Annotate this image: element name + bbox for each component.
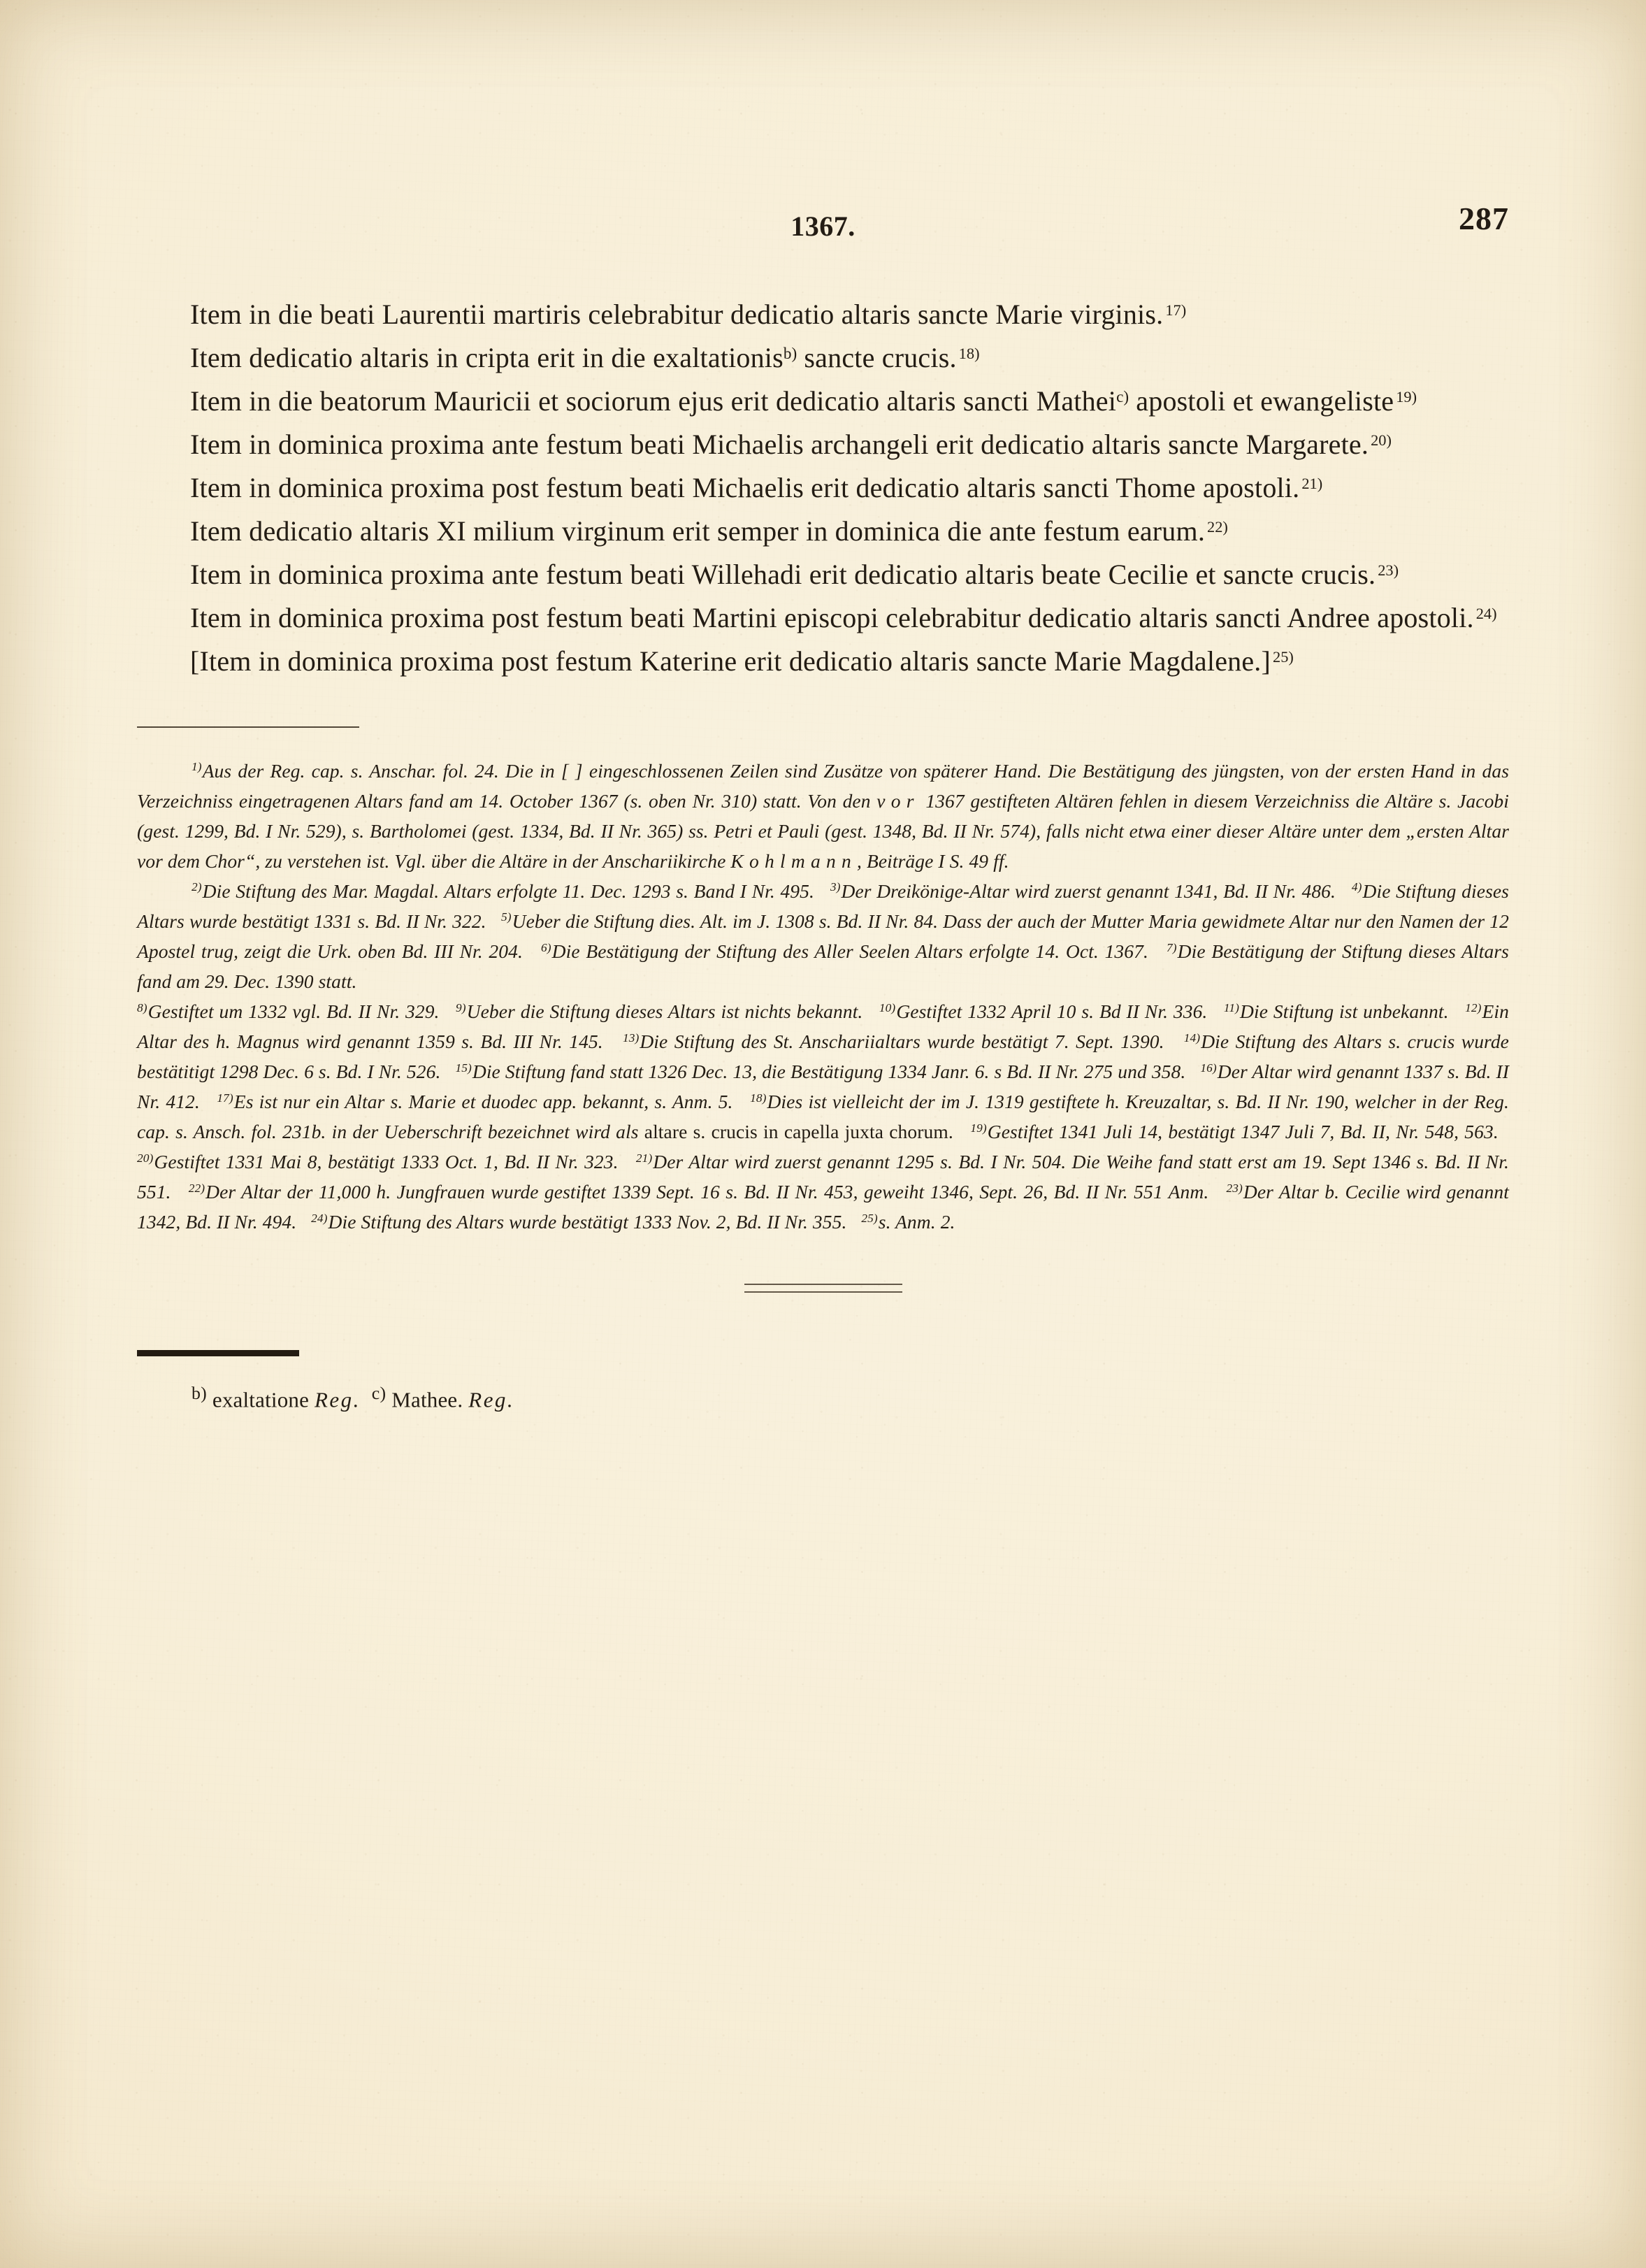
footnote-ref[interactable]: 23) — [1378, 561, 1399, 580]
footnote-text: Gestiftet 1331 Mai 8, bestätigt 1333 Oct. 1, Bd. II Nr. 323. — [154, 1151, 619, 1173]
footnote-ref[interactable]: 25) — [1273, 648, 1294, 666]
body-paragraph — [137, 467, 1509, 508]
body-paragraph — [137, 380, 1509, 422]
footnote-text: Der Dreikönige-Altar wird zuerst genannt 1341, Bd. II Nr. 486. — [841, 880, 1336, 903]
variant-ref[interactable]: b) — [783, 344, 797, 363]
footnote-ref[interactable]: 17) — [1165, 301, 1187, 320]
footnote-ref[interactable]: 18) — [958, 345, 980, 363]
paragraph-text: [Item in dominica proxima post festum Katerine erit dedicatio altaris sancte Marie Magdalene.] — [190, 645, 1271, 677]
footnote-marker: 8) — [137, 1000, 147, 1014]
footnote-marker: 16) — [1200, 1061, 1217, 1075]
paragraph-text: Item in dominica proxima post festum beati Martini episcopi celebrabitur dedicatio altaris sancti Andree apostoli. — [190, 602, 1474, 633]
footnote-ref[interactable]: 22) — [1207, 518, 1228, 536]
footnote-text: s. Anm. 2. — [878, 1211, 955, 1233]
footnote-marker: 5) — [500, 910, 512, 924]
footnote-text-cont: 1367 gestifteten Altären fehlen in diesem Verzeichniss die Altäre s. Jacobi (gest. 1299, Bd. I Nr. 529), s. Bartholomei (gest. 1334, Bd. II Nr. 365) ss. Petri et Pauli (gest. 1348, Bd. II Nr. 574), falls nicht etwa einer dieser Altäre unter dem „ersten Altar vor dem Chor“, zu verstehen ist. Vgl. über die Altäre in der Anschariikirche — [137, 790, 1510, 873]
footnote-text: Es ist nur ein Altar s. Marie et duodec app. bekannt, s. Anm. 5. — [233, 1091, 733, 1113]
body-paragraph — [137, 640, 1509, 682]
footnote-marker: 4) — [1351, 880, 1362, 894]
footnote-text: Die Stiftung dieses Altars wurde bestätigt 1331 s. Bd. II Nr. 322. — [137, 880, 1509, 933]
footnote-author-name: Kohlmann — [730, 850, 857, 873]
body-paragraph — [137, 294, 1509, 335]
footnote-text: Gestiftet um 1332 vgl. Bd. II Nr. 329. — [147, 1000, 440, 1023]
footnote-text: Der Altar wird zuerst genannt 1295 s. Bd. I Nr. 504. Die Weihe fand statt erst am 19. Sept 1346 s. Bd. II Nr. 551. — [137, 1151, 1509, 1203]
running-head-year: 1367. — [790, 210, 856, 242]
footnote-marker: 22) — [188, 1181, 205, 1195]
footnote-text: Die Bestätigung der Stiftung dieses Altars fand am 29. Dec. 1390 statt. — [137, 940, 1509, 993]
body-paragraph — [137, 510, 1509, 552]
running-head — [137, 201, 1509, 261]
footnote-marker: 2) — [192, 880, 202, 894]
footnote-text: Aus der Reg. cap. s. Anschar. fol. 24. Die in [ ] eingeschlossenen Zeilen sind Zusätze von späterer Hand. Die Bestätigung des jüngsten, von der ersten Hand in das Verzeichniss eingetragenen Altars fand am 14. October 1367 (s. oben Nr. 310) statt. Von den — [137, 760, 1509, 812]
footnote-marker: 18) — [750, 1091, 767, 1105]
variant-source-c: Reg. — [468, 1386, 515, 1412]
paragraph-text: Item in die beati Laurentii martiris celebrabitur dedicatio altaris sancte Marie virginis. — [190, 299, 1164, 330]
footnote-marker: 7) — [1167, 940, 1177, 954]
footnote-text: Der Altar wird genannt 1337 s. Bd. II Nr. 412. — [137, 1061, 1509, 1113]
footnote-marker: 25) — [861, 1211, 878, 1225]
footnote-marker: 10) — [879, 1000, 896, 1014]
variant-marker-b: b) — [192, 1382, 207, 1403]
footnote-marker: 6) — [541, 940, 551, 954]
footnote-run — [137, 756, 1509, 876]
page-content — [0, 201, 1646, 1416]
footnote-ref[interactable]: 19) — [1396, 388, 1417, 406]
footnote-text: Die Bestätigung der Stiftung des Aller Seelen Altars erfolgte 14. Oct. 1367. — [551, 940, 1148, 963]
body-paragraph — [137, 554, 1509, 595]
footnote-text: Ein Altar des h. Magnus wird genannt 1359 s. Bd. III Nr. 145. — [137, 1000, 1509, 1053]
footnote-marker: 13) — [622, 1031, 640, 1045]
footnote-marker: 19) — [970, 1121, 987, 1135]
footnote-ref[interactable]: 20) — [1371, 431, 1392, 450]
footnote-marker: 11) — [1223, 1000, 1240, 1014]
section-divider-wrap — [137, 1284, 1509, 1293]
footnote-text: Die Stiftung des Mar. Magdal. Altars erfolgte 11. Dec. 1293 s. Band I Nr. 495. — [202, 880, 814, 903]
footnote-text: Gestiftet 1332 April 10 s. Bd II Nr. 336. — [896, 1000, 1208, 1023]
footnote-ref[interactable]: 21) — [1301, 475, 1323, 493]
section-divider-ornament — [744, 1284, 902, 1293]
footnote-text: Der Altar b. Cecilie wird genannt 1342, Bd. II Nr. 494. — [137, 1181, 1509, 1233]
footnote-text: Die Stiftung fand statt 1326 Dec. 13, die Bestätigung 1334 Janr. 6. s Bd. II Nr. 275 und 358. — [472, 1061, 1186, 1083]
footnote-text: Gestiftet 1341 Juli 14, bestätigt 1347 Juli 7, Bd. II, Nr. 548, 563. — [987, 1121, 1499, 1143]
footnote-marker: 14) — [1183, 1031, 1201, 1045]
paragraph-text: Item in dominica proxima post festum beati Michaelis erit dedicatio altaris sancti Thome apostoli. — [190, 472, 1300, 503]
footnote-marker: 3) — [830, 880, 841, 894]
footnote-text: Der Altar der 11,000 h. Jungfrauen wurde gestiftet 1339 Sept. 16 s. Bd. II Nr. 453, geweiht 1346, Sept. 26, Bd. II Nr. 551 Anm. — [205, 1181, 1209, 1203]
footnote-run — [137, 996, 1509, 1237]
paragraph-text: Item in dominica proxima ante festum beati Michaelis archangeli erit dedicatio altaris sancte Margarete. — [190, 429, 1369, 460]
body-text — [137, 294, 1509, 682]
footnote-spaced-word: vor — [876, 790, 920, 812]
paragraph-text-cont: sancte crucis. — [797, 342, 957, 373]
footnote-text: Die Stiftung ist unbekannt. — [1240, 1000, 1449, 1023]
footnote-latin-quote: altare s. crucis in capella juxta chorum. — [644, 1121, 953, 1143]
footnote-text: Die Stiftung des St. Anschariialtars wurde bestätigt 7. Sept. 1390. — [640, 1031, 1164, 1053]
footnote-marker: 20) — [137, 1151, 154, 1165]
body-paragraph — [137, 337, 1509, 378]
paragraph-text: Item in dominica proxima ante festum beati Willehadi erit dedicatio altaris beate Cecilie et sancte crucis. — [190, 559, 1376, 590]
body-paragraph — [137, 424, 1509, 465]
footnote-text: Die Stiftung des Altars wurde bestätigt 1333 Nov. 2, Bd. II Nr. 355. — [328, 1211, 847, 1233]
footnote-marker: 9) — [456, 1000, 466, 1014]
variant-source-b: Reg. — [315, 1386, 361, 1412]
variant-separator-rule — [137, 1350, 299, 1356]
footnote-block — [137, 756, 1509, 1237]
footnote-text: Ueber die Stiftung dieses Altars ist nichts bekannt. — [466, 1000, 863, 1023]
footnote-text: Die Stiftung des Altars s. crucis wurde bestätitigt 1298 Dec. 6 s. Bd. I Nr. 526. — [137, 1031, 1509, 1083]
page-number: 287 — [1459, 201, 1509, 236]
paragraph-text: Item in die beatorum Mauricii et sociorum ejus erit dedicatio altaris sancti Mathei — [190, 385, 1117, 417]
footnote-text: Ueber die Stiftung dies. Alt. im J. 1308 s. Bd. II Nr. 84. Dass der auch der Mutter Maria gewidmete Altar nur den Namen der 12 Apostel trug, zeigt die Urk. oben Bd. III Nr. 204. — [137, 910, 1510, 963]
footnote-text: Dies ist vielleicht der im J. 1319 gestiftete h. Kreuzaltar, s. Bd. II Nr. 190, welcher in der Reg. cap. s. Ansch. fol. 231b. in der Ueberschrift bezeichnet wird als — [137, 1091, 1510, 1143]
footnote-marker: 24) — [311, 1211, 328, 1225]
footnote-marker: 17) — [217, 1091, 233, 1105]
variant-marker-c: c) — [371, 1382, 387, 1403]
variant-ref[interactable]: c) — [1116, 387, 1129, 406]
variant-text-c: Mathee. — [391, 1386, 469, 1412]
footnote-marker: 23) — [1226, 1181, 1243, 1195]
paragraph-text: Item dedicatio altaris in cripta erit in die exaltationis — [190, 342, 784, 373]
footnote-marker: 21) — [635, 1151, 653, 1165]
footnote-text-end: , Beiträge I S. 49 ff. — [857, 850, 1009, 873]
footnote-marker: 15) — [455, 1061, 472, 1075]
footnote-run — [137, 876, 1509, 996]
footnote-marker: 12) — [1465, 1000, 1482, 1014]
footnote-marker: 1) — [192, 760, 202, 774]
footnote-separator-rule — [137, 726, 359, 728]
variant-readings — [137, 1380, 1509, 1416]
body-paragraph — [137, 597, 1509, 638]
variant-text-b: exaltatione — [212, 1386, 315, 1412]
paragraph-text: Item dedicatio altaris XI milium virginum erit semper in dominica die ante festum earum. — [190, 515, 1206, 547]
footnote-ref[interactable]: 24) — [1475, 605, 1497, 623]
paragraph-text-cont: apostoli et ewangeliste — [1129, 385, 1394, 417]
